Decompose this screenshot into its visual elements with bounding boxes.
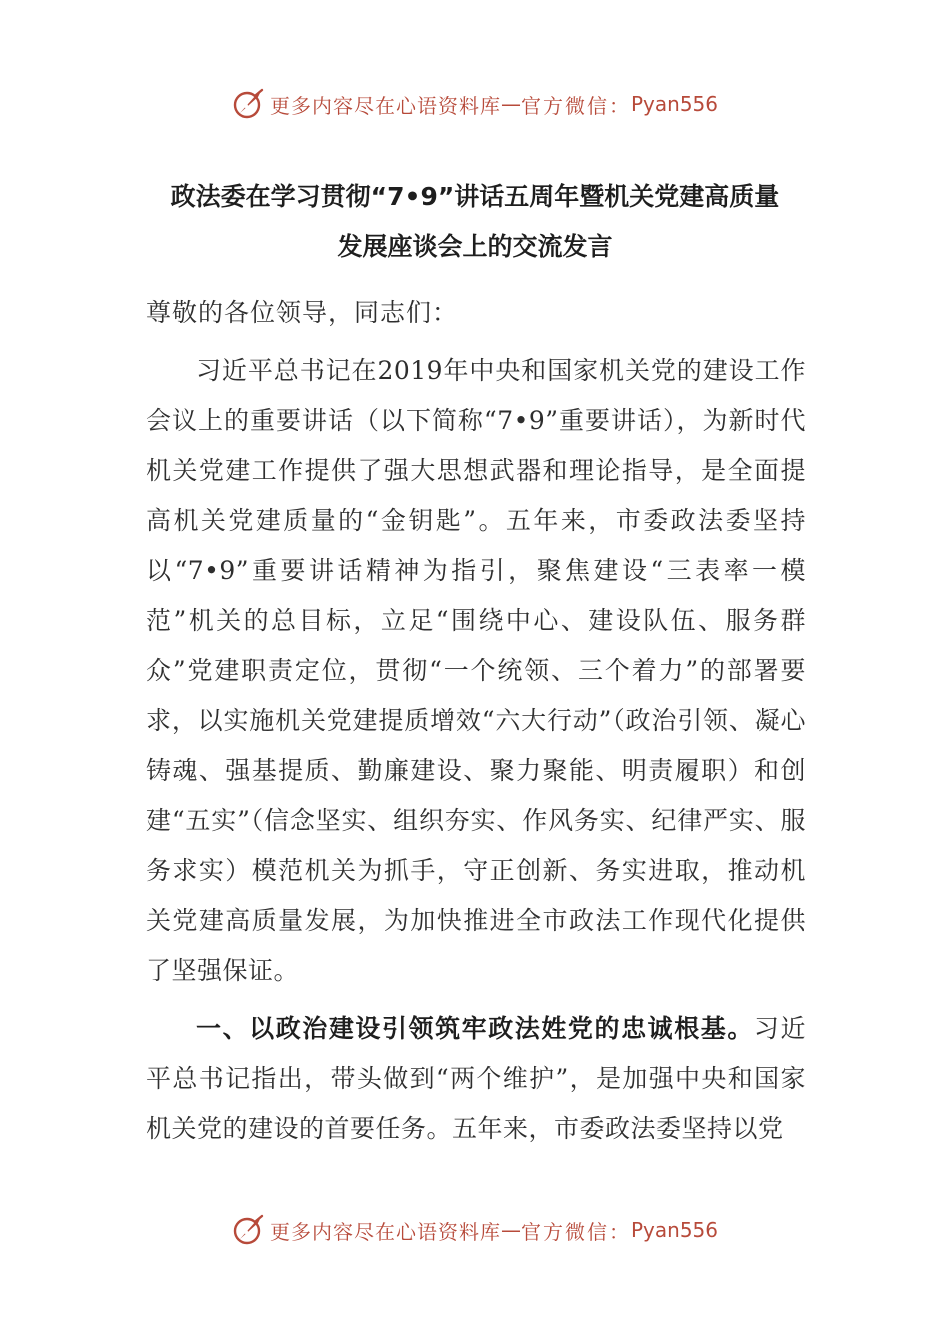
salutation: 尊敬的各位领导，同志们：	[146, 298, 459, 327]
watermark-text: 更多内容尽在心语资料库	[269, 1219, 501, 1244]
pen-nib-logo-icon	[232, 1213, 266, 1247]
watermark-banner-bottom	[0, 1210, 950, 1250]
section-1-body: 习近平总书记指出，带头做到“两个维护”，是加强中央和国家机关党的建设的首要任务。五年来，市委政法委坚持以党	[146, 1014, 806, 1143]
watermark-separator: —	[500, 92, 521, 116]
watermark-wechat-label: 官方微信：	[520, 1219, 631, 1244]
watermark-separator: —	[500, 1218, 521, 1242]
pen-nib-logo-icon	[232, 87, 266, 121]
document-title-line-1: 政法委在学习贯彻“7•9”讲话五周年暨机关党建高质量	[170, 182, 780, 211]
watermark-text: 更多内容尽在心语资料库	[269, 93, 501, 118]
body-paragraph-section-1	[146, 1004, 806, 1154]
body-paragraph-intro: 习近平总书记在2019年中央和国家机关党的建设工作会议上的重要讲话（以下简称“7•9”重要讲话），为新时代机关党建工作提供了强大思想武器和理论指导，是全面提高机关党建质量的“金钥匙”。五年来，市委政法委坚持以“7•9”重要讲话精神为指引，聚焦建设“三表率一模范”机关的总目标，立足“围绕中心、建设队伍、服务群众”党建职责定位，贯彻“一个统领、三个着力”的部署要求，以实施机关党建提质增效“六大行动”（政治引领、凝心铸魂、强基提质、勤廉建设、聚力聚能、明责履职）和创建“五实”（信念坚实、组织夯实、作风务实、纪律严实、服务求实）模范机关为抓手，守正创新、务实进取，推动机关党建高质量发展，为加快推进全市政法工作现代化提供了坚强保证。	[146, 356, 806, 985]
watermark-wechat-label: 官方微信：	[520, 93, 631, 118]
watermark-wechat-id: Pyan556	[630, 1218, 718, 1242]
watermark-wechat-id: Pyan556	[630, 92, 718, 116]
document-title-line-2: 发展座谈会上的交流发言	[337, 232, 613, 261]
watermark-banner-top	[0, 84, 950, 124]
section-1-heading: 一、以政治建设引领筑牢政法姓党的忠诚根基。	[196, 1014, 754, 1043]
